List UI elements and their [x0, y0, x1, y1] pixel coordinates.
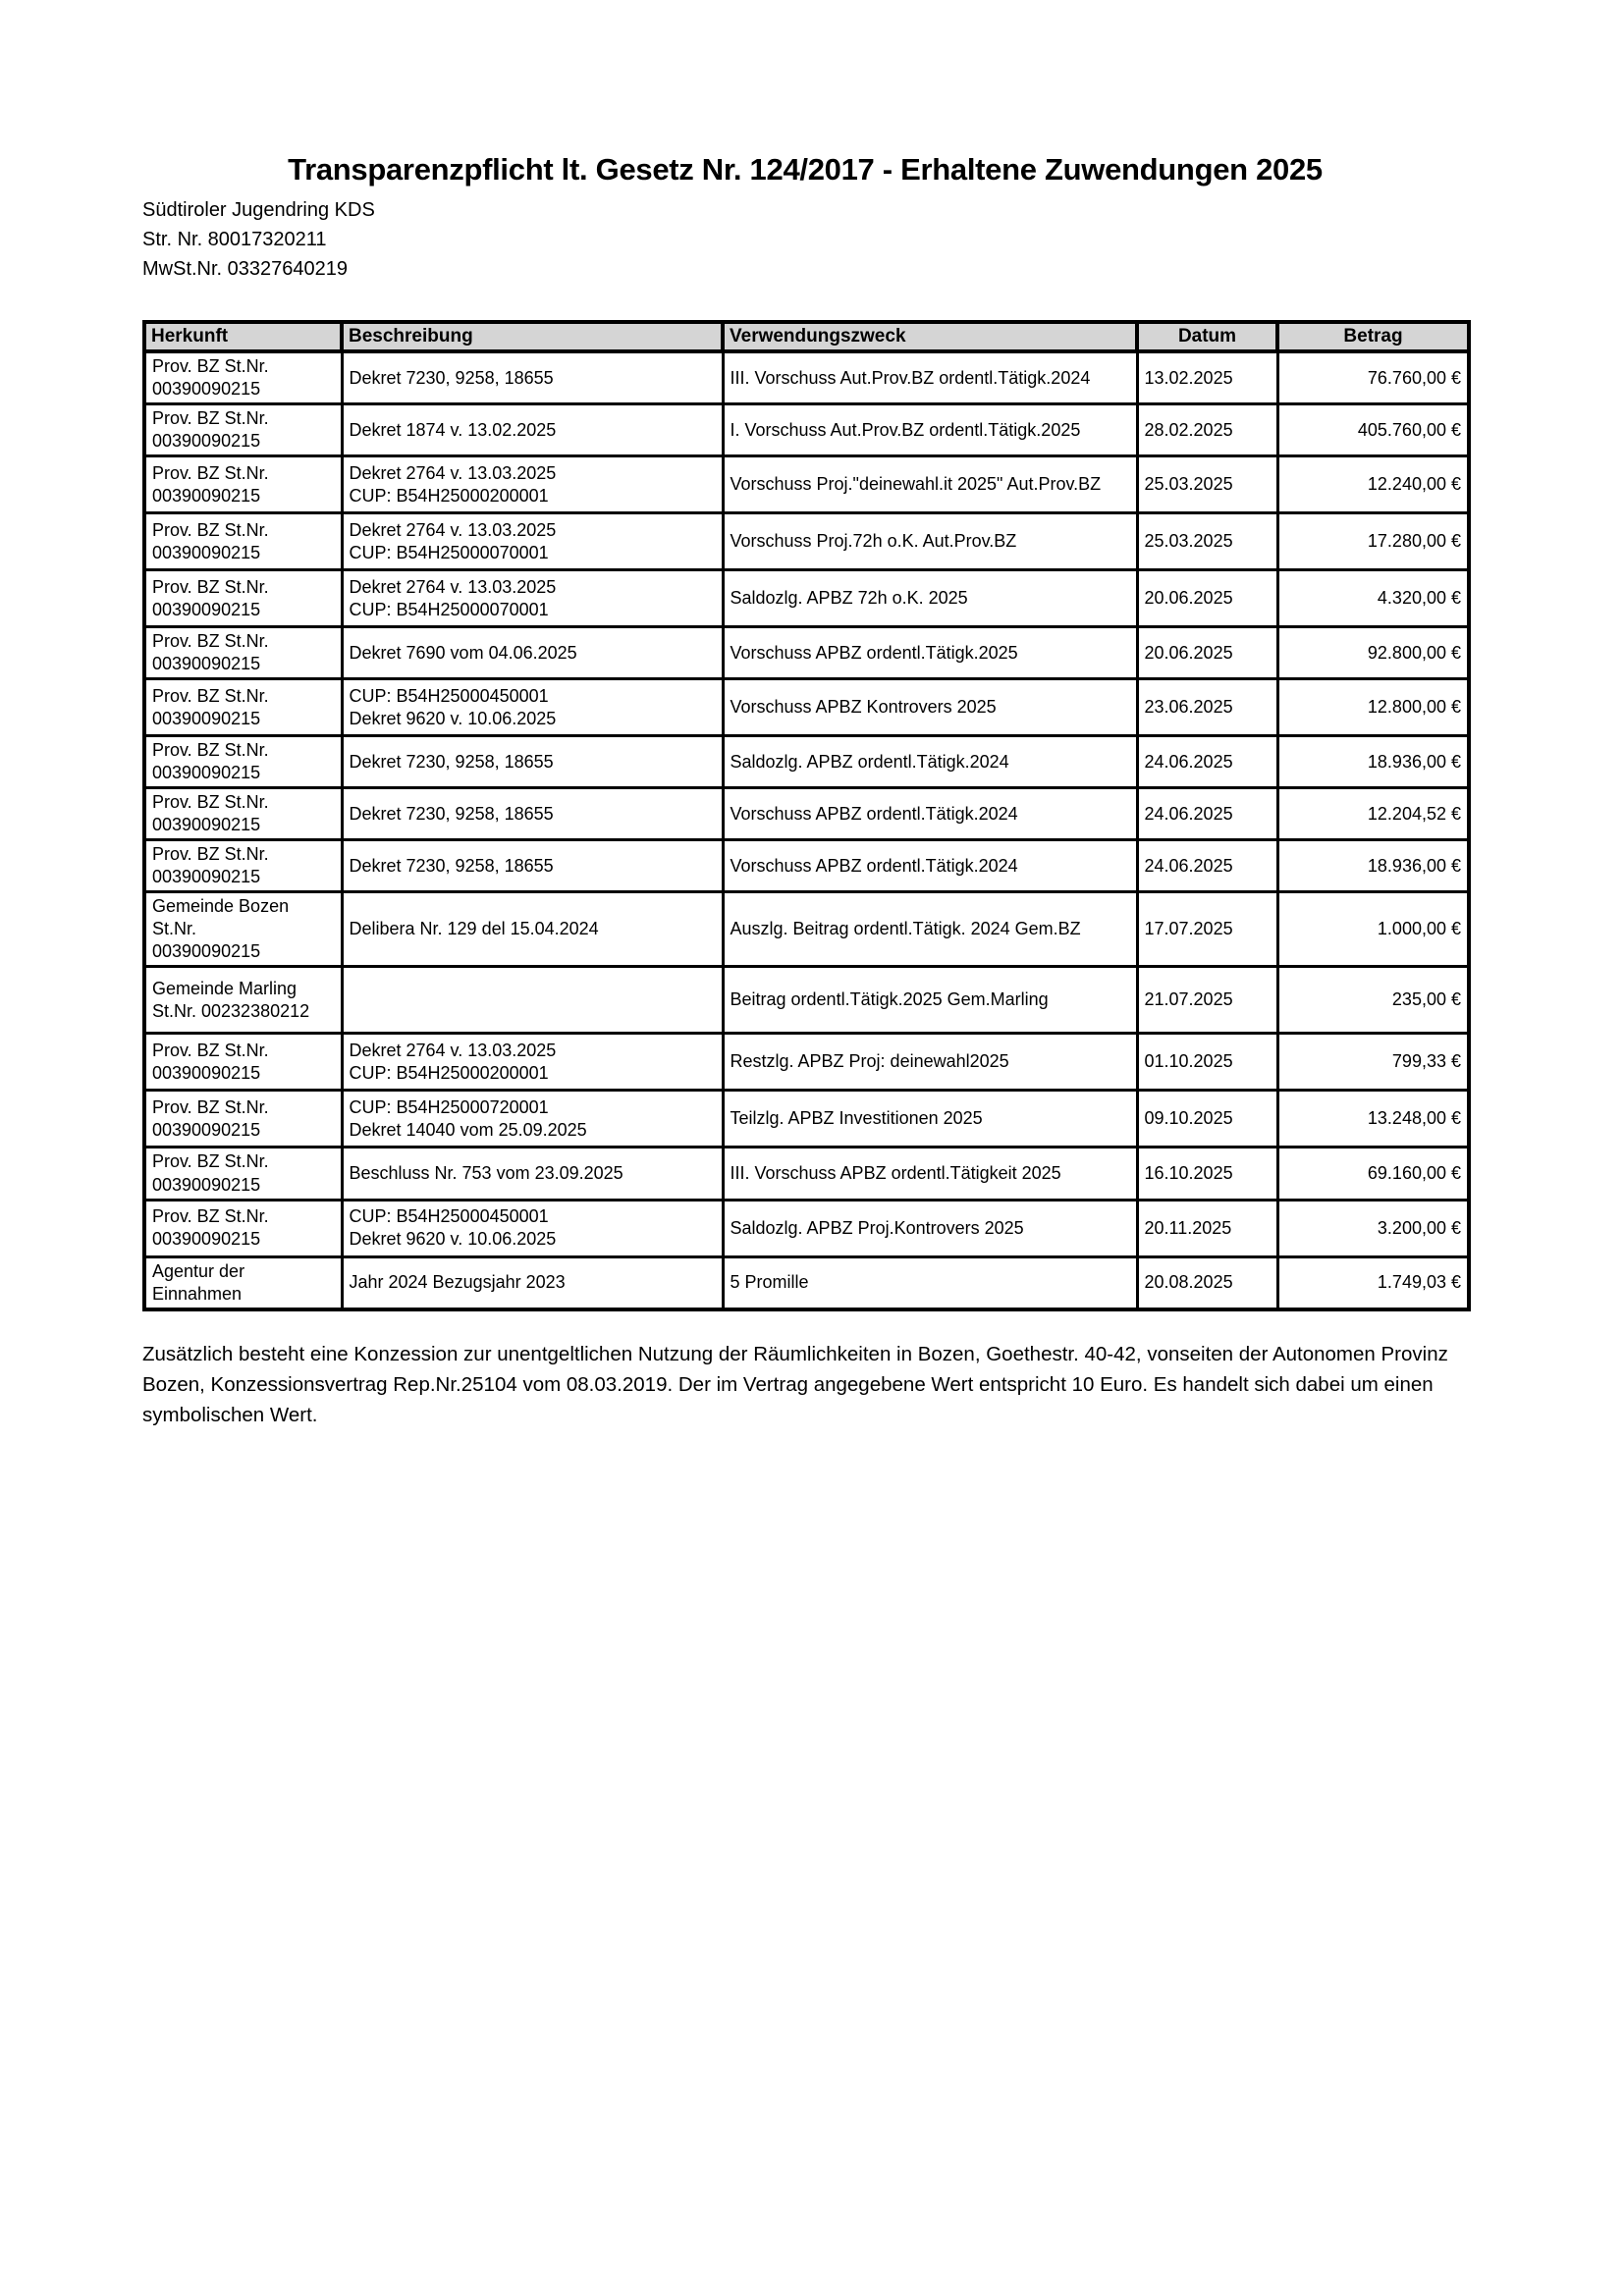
cell-verwendungszweck: Restzlg. APBZ Proj: deinewahl2025 [723, 1034, 1137, 1091]
organization-info [142, 195, 1468, 284]
table-row [144, 351, 1469, 404]
zuwendungen-table [142, 320, 1471, 1311]
tax-number: Str. Nr. 80017320211 [142, 229, 327, 250]
cell-verwendungszweck: Saldozlg. APBZ ordentl.Tätigk.2024 [723, 736, 1137, 788]
cell-beschreibung: Beschluss Nr. 753 vom 23.09.2025 [342, 1148, 723, 1200]
cell-datum: 20.11.2025 [1137, 1200, 1277, 1256]
cell-beschreibung: Dekret 2764 v. 13.03.2025 CUP: B54H25000200001 [342, 1034, 723, 1091]
cell-herkunft: Prov. BZ St.Nr. 00390090215 [144, 840, 342, 892]
cell-herkunft: Prov. BZ St.Nr. 00390090215 [144, 627, 342, 679]
cell-verwendungszweck: Saldozlg. APBZ Proj.Kontrovers 2025 [723, 1200, 1137, 1256]
cell-betrag: 3.200,00 € [1277, 1200, 1469, 1256]
cell-verwendungszweck: III. Vorschuss APBZ ordentl.Tätigkeit 2025 [723, 1148, 1137, 1200]
table-row [144, 1256, 1469, 1309]
cell-datum: 25.03.2025 [1137, 513, 1277, 570]
cell-verwendungszweck: Vorschuss Proj.72h o.K. Aut.Prov.BZ [723, 513, 1137, 570]
cell-betrag: 17.280,00 € [1277, 513, 1469, 570]
cell-beschreibung: Dekret 7230, 9258, 18655 [342, 788, 723, 840]
footnote-line: Zusätzlich besteht eine Konzession zur unentgeltlichen Nutzung der Räumlichkeiten in Bozen, Goethestr. 40-42, vonseiten der Autonomen Provinz [142, 1342, 1448, 1365]
cell-verwendungszweck: I. Vorschuss Aut.Prov.BZ ordentl.Tätigk.2025 [723, 404, 1137, 456]
cell-beschreibung: Dekret 7230, 9258, 18655 [342, 840, 723, 892]
table-row [144, 456, 1469, 513]
vat-number: MwSt.Nr. 03327640219 [142, 258, 349, 280]
table-row [144, 840, 1469, 892]
cell-betrag: 4.320,00 € [1277, 570, 1469, 627]
cell-beschreibung: CUP: B54H25000720001 Dekret 14040 vom 25.09.2025 [342, 1091, 723, 1148]
footnote-line: symbolischen Wert. [142, 1403, 318, 1426]
cell-datum: 24.06.2025 [1137, 736, 1277, 788]
page-title: Transparenzpflicht lt. Gesetz Nr. 124/2017 - Erhaltene Zuwendungen 2025 [288, 152, 1323, 187]
cell-verwendungszweck: Beitrag ordentl.Tätigk.2025 Gem.Marling [723, 967, 1137, 1034]
table-row [144, 404, 1469, 456]
cell-betrag: 76.760,00 € [1277, 351, 1469, 404]
footnote-line: Bozen, Konzessionsvertrag Rep.Nr.25104 vom 08.03.2019. Der im Vertrag angegebene Wert entspricht 10 Euro. Es handelt sich dabei um einen [142, 1372, 1434, 1396]
cell-verwendungszweck: Vorschuss APBZ ordentl.Tätigk.2024 [723, 840, 1137, 892]
table-row [144, 892, 1469, 967]
cell-betrag: 1.749,03 € [1277, 1256, 1469, 1309]
cell-datum: 23.06.2025 [1137, 679, 1277, 736]
cell-betrag: 799,33 € [1277, 1034, 1469, 1091]
cell-datum: 17.07.2025 [1137, 892, 1277, 967]
cell-beschreibung: Dekret 7230, 9258, 18655 [342, 736, 723, 788]
cell-beschreibung [342, 967, 723, 1034]
cell-beschreibung: Dekret 7230, 9258, 18655 [342, 351, 723, 404]
cell-datum: 20.06.2025 [1137, 570, 1277, 627]
cell-datum: 28.02.2025 [1137, 404, 1277, 456]
table-row [144, 1148, 1469, 1200]
cell-herkunft: Prov. BZ St.Nr. 00390090215 [144, 1091, 342, 1148]
cell-verwendungszweck: Auszlg. Beitrag ordentl.Tätigk. 2024 Gem.BZ [723, 892, 1137, 967]
column-header-beschreibung: Beschreibung [342, 322, 723, 351]
cell-betrag: 18.936,00 € [1277, 840, 1469, 892]
cell-herkunft: Prov. BZ St.Nr. 00390090215 [144, 513, 342, 570]
table-header-row [144, 322, 1469, 351]
column-header-datum: Datum [1137, 322, 1277, 351]
table-row [144, 627, 1469, 679]
organization-name: Südtiroler Jugendring KDS [142, 199, 375, 221]
cell-betrag: 69.160,00 € [1277, 1148, 1469, 1200]
cell-herkunft: Prov. BZ St.Nr. 00390090215 [144, 456, 342, 513]
cell-herkunft: Prov. BZ St.Nr. 00390090215 [144, 679, 342, 736]
table-row [144, 679, 1469, 736]
cell-verwendungszweck: Saldozlg. APBZ 72h o.K. 2025 [723, 570, 1137, 627]
table-row [144, 788, 1469, 840]
cell-datum: 21.07.2025 [1137, 967, 1277, 1034]
cell-datum: 01.10.2025 [1137, 1034, 1277, 1091]
cell-verwendungszweck: Vorschuss Proj."deinewahl.it 2025" Aut.Prov.BZ [723, 456, 1137, 513]
cell-betrag: 18.936,00 € [1277, 736, 1469, 788]
cell-herkunft: Prov. BZ St.Nr. 00390090215 [144, 570, 342, 627]
table-row [144, 1091, 1469, 1148]
cell-herkunft: Prov. BZ St.Nr. 00390090215 [144, 351, 342, 404]
cell-herkunft: Prov. BZ St.Nr. 00390090215 [144, 1034, 342, 1091]
table-row [144, 513, 1469, 570]
cell-herkunft: Prov. BZ St.Nr. 00390090215 [144, 1148, 342, 1200]
cell-beschreibung: Dekret 2764 v. 13.03.2025 CUP: B54H25000200001 [342, 456, 723, 513]
cell-betrag: 1.000,00 € [1277, 892, 1469, 967]
cell-betrag: 405.760,00 € [1277, 404, 1469, 456]
cell-herkunft: Prov. BZ St.Nr. 00390090215 [144, 736, 342, 788]
page-content [142, 152, 1468, 1430]
cell-verwendungszweck: 5 Promille [723, 1256, 1137, 1309]
table-row [144, 1200, 1469, 1256]
cell-verwendungszweck: Vorschuss APBZ ordentl.Tätigk.2024 [723, 788, 1137, 840]
cell-datum: 09.10.2025 [1137, 1091, 1277, 1148]
cell-beschreibung: Dekret 2764 v. 13.03.2025 CUP: B54H25000070001 [342, 570, 723, 627]
cell-datum: 25.03.2025 [1137, 456, 1277, 513]
cell-verwendungszweck: Teilzlg. APBZ Investitionen 2025 [723, 1091, 1137, 1148]
cell-verwendungszweck: Vorschuss APBZ ordentl.Tätigk.2025 [723, 627, 1137, 679]
cell-herkunft: Prov. BZ St.Nr. 00390090215 [144, 1200, 342, 1256]
table-row [144, 736, 1469, 788]
cell-beschreibung: CUP: B54H25000450001 Dekret 9620 v. 10.06.2025 [342, 1200, 723, 1256]
table-body [144, 351, 1469, 1309]
cell-beschreibung: Dekret 1874 v. 13.02.2025 [342, 404, 723, 456]
column-header-verwendungszweck: Verwendungszweck [723, 322, 1137, 351]
cell-betrag: 12.800,00 € [1277, 679, 1469, 736]
cell-datum: 16.10.2025 [1137, 1148, 1277, 1200]
cell-herkunft: Gemeinde Marling St.Nr. 00232380212 [144, 967, 342, 1034]
cell-betrag: 13.248,00 € [1277, 1091, 1469, 1148]
table-row [144, 1034, 1469, 1091]
cell-datum: 24.06.2025 [1137, 788, 1277, 840]
cell-herkunft: Agentur der Einnahmen [144, 1256, 342, 1309]
cell-herkunft: Gemeinde Bozen St.Nr. 00390090215 [144, 892, 342, 967]
footnote [142, 1339, 1448, 1430]
column-header-herkunft: Herkunft [144, 322, 342, 351]
cell-verwendungszweck: III. Vorschuss Aut.Prov.BZ ordentl.Tätigk.2024 [723, 351, 1137, 404]
table-row [144, 967, 1469, 1034]
cell-datum: 24.06.2025 [1137, 840, 1277, 892]
cell-beschreibung: Dekret 7690 vom 04.06.2025 [342, 627, 723, 679]
cell-beschreibung: CUP: B54H25000450001 Dekret 9620 v. 10.06.2025 [342, 679, 723, 736]
cell-verwendungszweck: Vorschuss APBZ Kontrovers 2025 [723, 679, 1137, 736]
table-row [144, 570, 1469, 627]
cell-datum: 20.06.2025 [1137, 627, 1277, 679]
cell-betrag: 12.204,52 € [1277, 788, 1469, 840]
cell-betrag: 92.800,00 € [1277, 627, 1469, 679]
cell-datum: 20.08.2025 [1137, 1256, 1277, 1309]
cell-beschreibung: Jahr 2024 Bezugsjahr 2023 [342, 1256, 723, 1309]
cell-beschreibung: Delibera Nr. 129 del 15.04.2024 [342, 892, 723, 967]
cell-betrag: 12.240,00 € [1277, 456, 1469, 513]
cell-beschreibung: Dekret 2764 v. 13.03.2025 CUP: B54H25000070001 [342, 513, 723, 570]
cell-herkunft: Prov. BZ St.Nr. 00390090215 [144, 404, 342, 456]
cell-betrag: 235,00 € [1277, 967, 1469, 1034]
cell-herkunft: Prov. BZ St.Nr. 00390090215 [144, 788, 342, 840]
cell-datum: 13.02.2025 [1137, 351, 1277, 404]
column-header-betrag: Betrag [1277, 322, 1469, 351]
